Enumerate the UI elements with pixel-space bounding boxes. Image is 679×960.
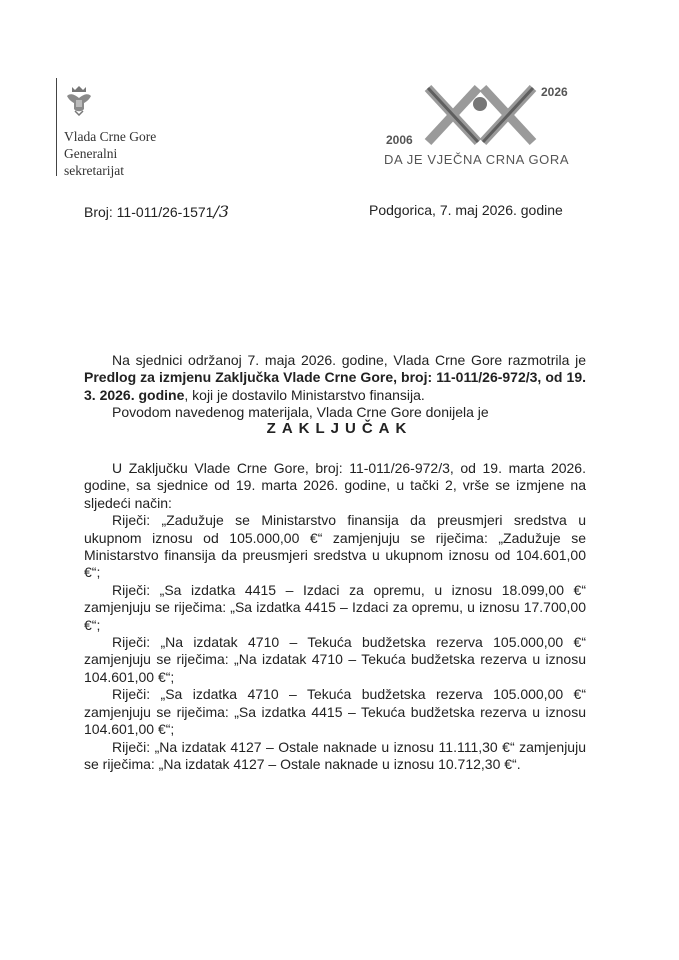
amendment-item: Riječi: „Na izdatak 4127 – Ostale naknade u iznosu 11.111,30 €“ zamjenjuju se riječima: „Na izdatak 4127 – Ostale naknade u iznosu 10.712,30 €“.: [84, 738, 586, 772]
conclusion-lead: U Zaključku Vlade Crne Gore, broj: 11-011/26-972/3, od 19. marta 2026. godine, sa sjednice od 19. marta 2026. godine, u tački 2, vrše se izmjene na sljedeći način:: [84, 460, 586, 511]
amendment-item: Riječi: „Sa izdatka 4710 – Tekuća budžetska rezerva 105.000,00 €“ zamjenjuju se riječima: „Sa izdatka 4415 – Tekuća budžetska rezerva u iznosu 104.601,00 €“;: [84, 686, 586, 738]
handwritten-suffix: /3: [213, 202, 230, 221]
intro-paragraph: [84, 352, 586, 404]
reference-number: [84, 202, 229, 221]
coat-of-arms-icon: [64, 84, 94, 116]
year-start: 2006: [386, 133, 413, 146]
intro-text-end: , koji je dostavilo Ministarstvo finansija.: [184, 386, 425, 403]
amendment-item: Riječi: „Na izdatak 4710 – Tekuća budžetska rezerva 105.000,00 €“ zamjenjuju se riječima: „Na izdatak 4710 – Tekuća budžetska rezerva u iznosu 104.601,00 €“;: [84, 634, 586, 685]
slogan: DA JE VJEČNA CRNA GORA: [384, 152, 570, 167]
reference-number-text: Broj: 11-011/26-1571: [84, 204, 214, 220]
organisation-name: [64, 128, 156, 179]
org-line-3: sekretarijat: [64, 163, 124, 178]
header-divider: [56, 78, 57, 176]
year-end: 2026: [541, 85, 568, 99]
intro-paragraph-2: Povodom navedenog materijala, Vlada Crne Gore donijela je: [112, 404, 489, 421]
intro-text: Na sjednici održanoj 7. maja 2026. godine, Vlada Crne Gore razmotrila je: [112, 352, 586, 368]
introduction: [84, 352, 586, 422]
amendment-item: Riječi: „Sa izdatka 4415 – Izdaci za opremu, u iznosu 18.099,00 €“ zamjenjuju se riječima: „Sa izdatka 4415 – Izdaci za opremu, u iznosu 17.700,00 €“;: [84, 581, 586, 633]
proposal-title: Predlog za izmjenu Zaključka Vlade Crne Gore, broj: 11-011/26-972/3, od 19. 3. 2026. godine: [84, 369, 586, 403]
conclusion-body: [84, 460, 586, 773]
amendment-item: Riječi: „Zadužuje se Ministarstvo finansija da preusmjeri sredstva u ukupnom iznosu od 105.000,00 €“ zamjenjuju se riječima: „Zadužuje se Ministarstvo finansija da preusmjeri sredstva u ukupnom iznosu od 104.601,00 €“;: [84, 512, 586, 581]
document-date: Podgorica, 7. maj 2026. godine: [369, 202, 563, 218]
org-line-2: Generalni: [64, 146, 118, 161]
jubilee-logo: [383, 84, 583, 146]
document-title: ZAKLJUČAK: [266, 420, 413, 437]
org-line-1: Vlada Crne Gore: [64, 129, 157, 144]
